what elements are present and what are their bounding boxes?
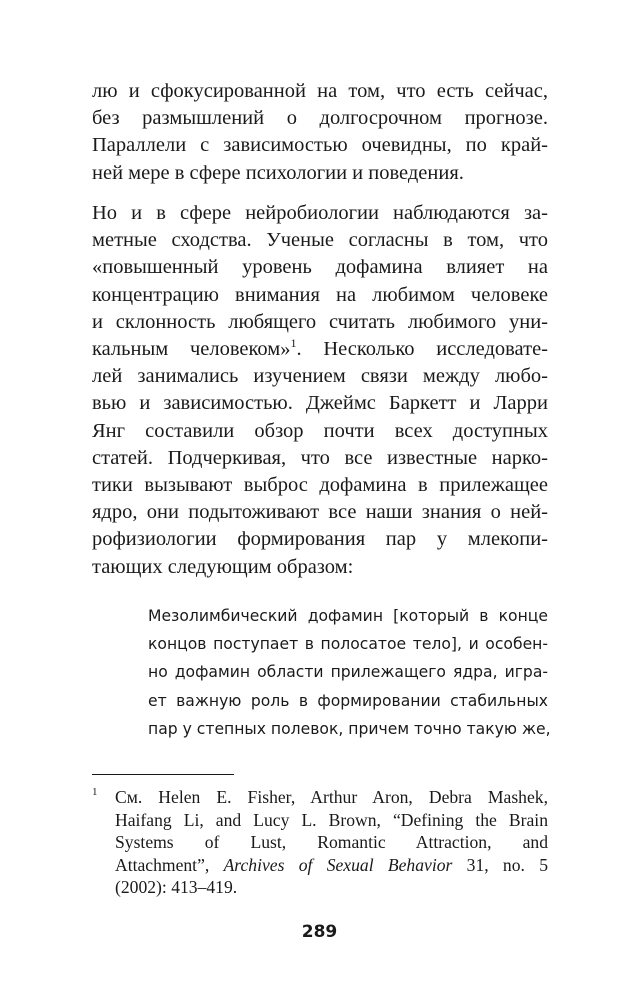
quote-line: концов поступает в полосатое тело], и особен- [148, 635, 548, 654]
quote-line: но дофамин области прилежащего ядра, игра- [148, 663, 548, 682]
text-line: и склонность любящего считать любимого уни- [92, 310, 548, 333]
text-line: тики вызывают выброс дофамина в прилежащее [92, 474, 548, 497]
text-line: рофизиологии формирования пар у млекопи- [92, 528, 548, 551]
block-quote [148, 602, 551, 743]
footnote-line: См. Helen E. Fisher, Arthur Aron, Debra Mashek, [115, 787, 548, 807]
text-line: вью и зависимостью. Джеймс Баркетт и Ларри [92, 392, 548, 415]
text-line: ней мере в сфере психологии и поведения. [92, 161, 464, 184]
paragraph-2 [92, 200, 548, 581]
text-fragment: кальным человеком» [92, 338, 291, 361]
page-number: 289 [301, 922, 338, 942]
text-line-with-footnote-ref [92, 336, 548, 363]
footnote-line [115, 854, 548, 877]
footnote-line: Systems of Lust, Romantic Attraction, and [115, 832, 548, 853]
text-line: метные сходства. Ученые согласны в том, что [92, 229, 548, 252]
text-line: лей занимались изучением связи между любо- [92, 365, 548, 388]
footnote-line: Haifang Li, and Lucy L. Brown, “Defining the Brain [115, 809, 548, 830]
footnote-reference: 1 [290, 336, 297, 351]
footnote-line: (2002): 413–419. [115, 877, 238, 898]
journal-title: Archives of Sexual Behavior [223, 854, 453, 875]
text-line: Янг составили обзор почти всех доступных [92, 419, 548, 442]
footnote-divider [92, 774, 234, 775]
text-line: лю и сфокусированной на том, что есть сейчас, [92, 80, 548, 102]
text-fragment: Attachment”, [115, 854, 224, 875]
text-fragment: 31, no. 5 [452, 854, 548, 875]
paragraph-1 [92, 78, 548, 187]
quote-line: пар у степных полевок, причем точно такую же, [148, 719, 551, 738]
footnote-marker: 1 [92, 786, 98, 798]
text-line: без размышлений о долгосрочном прогнозе. [92, 107, 548, 130]
text-fragment: . Несколько исследовате- [296, 338, 548, 361]
text-line: тающих следующим образом: [92, 555, 354, 578]
text-line: «повышенный уровень дофамина влияет на [92, 256, 548, 279]
footnote-text [115, 786, 548, 899]
text-line: Параллели с зависимостью очевидны, по край- [92, 134, 548, 157]
text-line: статей. Подчеркивая, что все известные нарко- [92, 446, 548, 469]
quote-line: ет важную роль в формировании стабильных [148, 691, 548, 710]
quote-line: Мезолимбический дофамин [который в конце [148, 607, 548, 625]
text-line: ядро, они подытоживают все наши знания о ней- [92, 501, 548, 524]
text-line: концентрацию внимания на любимом человеке [92, 283, 548, 306]
text-line: Но и в сфере нейробиологии наблюдаются за- [92, 202, 548, 224]
